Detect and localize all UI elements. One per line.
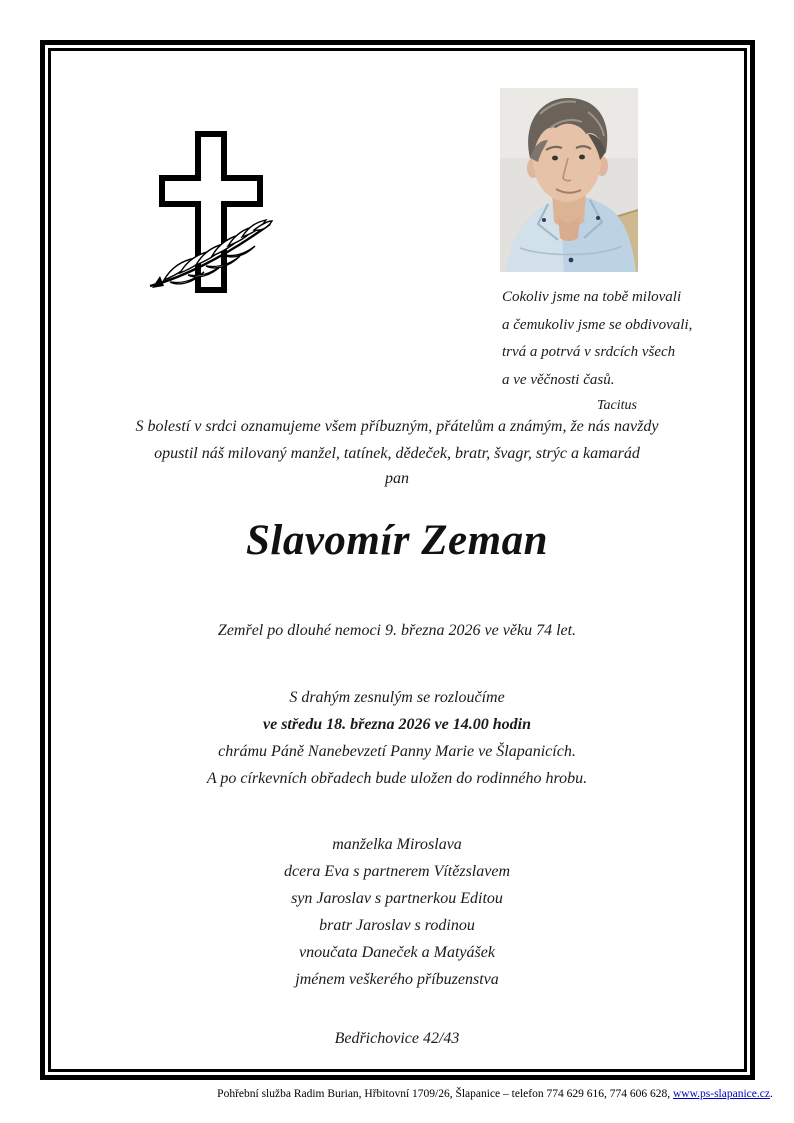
quote-attribution: Tacitus [597,398,637,413]
farewell-details [0,684,794,792]
announcement-intro [0,414,794,467]
family-address: Bedřichovice 42/43 [334,1030,460,1047]
mourner-line: bratr Jaroslav s rodinou [319,917,475,934]
footer-suffix: . [769,1088,773,1100]
funeral-service-link[interactable]: www.ps-slapanice.cz [672,1088,770,1100]
cross-palm-icon [148,128,273,300]
intro-line: opustil náš milovaný manžel, tatínek, dědeček, bratr, švagr, strýc a kamarád [154,444,640,462]
farewell-place: chrámu Páně Nanebevzetí Panny Marie ve Šlapanicích. [218,743,576,760]
mourner-line: manželka Miroslava [332,836,462,853]
funeral-service-footer [217,1088,773,1100]
quote-line: a čemukoliv jsme se obdivovali, [502,316,693,333]
mourner-line: dcera Eva s partnerem Vítězslavem [283,863,510,880]
salutation: pan [385,470,409,487]
intro-line: S bolestí v srdci oznamujeme všem příbuzným, přátelům a známým, že nás navždy [135,418,659,435]
memorial-quote [502,284,747,418]
quote-line: Cokoliv jsme na tobě milovali [502,289,682,305]
mourners-list [0,831,794,993]
deceased-portrait-photo [500,88,638,272]
farewell-date-time: ve středu 18. března 2026 ve 14.00 hodin [263,716,531,733]
farewell-line: S drahým zesnulým se rozloučíme [289,689,505,706]
mourner-line: syn Jaroslav s partnerkou Editou [291,890,503,907]
quote-line: a ve věčnosti časů. [502,371,615,388]
footer-text: Pohřební služba Radim Burian, Hřbitovní 1709/26, Šlapanice – telefon 774 629 616, 774 606 628, [217,1088,673,1100]
quote-line: trvá a potrvá v srdcích všech [502,344,676,360]
mourner-line: jménem veškerého příbuzenstva [295,971,499,988]
farewell-burial: A po církevních obřadech bude uložen do rodinného hrobu. [206,770,588,787]
deceased-name: Slavomír Zeman [245,517,549,564]
death-info: Zemřel po dlouhé nemoci 9. března 2026 ve věku 74 let. [217,622,577,639]
mourner-line: vnoučata Daneček a Matyášek [299,944,495,961]
